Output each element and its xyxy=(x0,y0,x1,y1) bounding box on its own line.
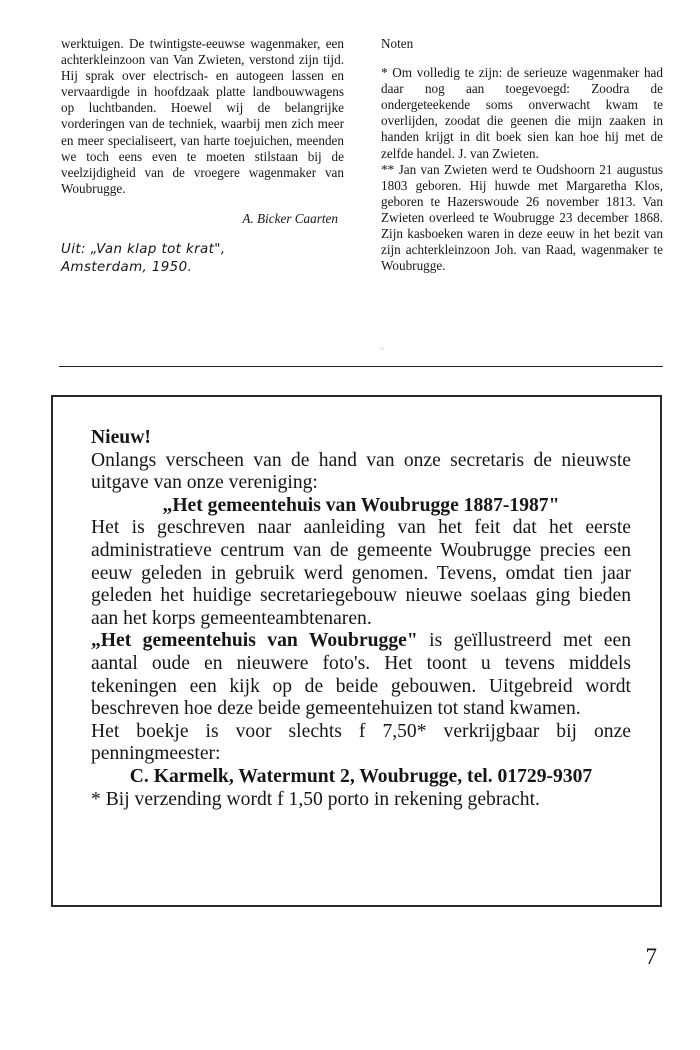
paragraph-2-text: is geïllustreerd met een aantal oude en nieuwere foto's. Het toont u tevens middels tekeningen een kijk op de beide gebouwen. Uitgebreid wordt beschreven hoe deze beide gemeentehuizen tot stand kwamen. xyxy=(91,630,631,720)
book-title-inline: „Het gemeentehuis van Woubrugge" xyxy=(91,630,418,652)
article-source xyxy=(61,241,344,277)
announcement-box xyxy=(51,395,662,907)
announcement-heading: Nieuw! xyxy=(91,427,151,448)
source-line-2: Amsterdam, 1950. xyxy=(61,260,193,276)
scan-mark: ◦ xyxy=(381,344,384,353)
left-column xyxy=(61,36,344,277)
right-column-notes xyxy=(381,36,663,274)
book-title: „Het gemeentehuis van Woubrugge 1887-1987" xyxy=(162,494,560,516)
announcement-intro: Onlangs verscheen van de hand van onze secretaris de nieuwste uitgave van onze vereniging: xyxy=(91,449,631,494)
article-author: A. Bicker Caarten xyxy=(242,210,338,226)
shipping-footnote: * Bij verzending wordt f 1,50 porto in rekening gebracht. xyxy=(91,788,540,810)
source-line-1: Uit: „Van klap tot krat", xyxy=(61,242,226,258)
contact-address: C. Karmelk, Watermunt 2, Woubrugge, tel. 01729-9307 xyxy=(129,765,593,787)
notes-title: Noten xyxy=(381,36,414,51)
note-2: ** Jan van Zwieten werd te Oudshoorn 21 augustus 1803 geboren. Hij huwde met Margaretha Klos, geboren te Hazerswoude 26 november 1813. Van Zwieten overleed te Woubrugge 23 december 1868. Zijn kasboeken waren in deze eeuw in het bezit van zijn achterkleinzoon Joh. van Raad, wagenmaker te Woubrugge. xyxy=(381,161,663,274)
article-paragraph: werktuigen. De twintigste-eeuwse wagenmaker, een achterkleinzoon van Van Zwieten, verstond zijn tijd. Hij sprak over electrisch- en autogeen lassen en vervaardigde in hoofdzaak platte landbouwwagens op luchtbanden. Hoewel wij de belangrijke vorderingen van de techniek, waarbij men zich meer en meer specialiseert, van harte toejuichen, meenden we toch eens even te moeten stilstaan bij de veelzijdigheid van de vroegere wagenmaker van Woubrugge. xyxy=(61,36,344,196)
announcement-paragraph-3: Het boekje is voor slechts f 7,50* verkrijgbaar bij onze penningmeester: xyxy=(91,720,631,765)
note-1: * Om volledig te zijn: de serieuze wagenmaker had daar nog aan toegevoegd: Zoodra de ondergeteekende soms onverwacht kwam te overlijden, zoodat die geenen die mijn zaaken in handen krijgt in dit boek sien kan hoe hij met de zelfde handel. J. van Zwieten. xyxy=(381,65,663,161)
announcement-paragraph-1: Het is geschreven naar aanleiding van het feit dat het eerste administratieve centrum van de gemeente Woubrugge precies een eeuw geleden in gebruik werd genomen. Tevens, omdat tien jaar geleden het huidige secretariegebouw nieuwe soelaas ging bieden aan het korps gemeenteambtenaren. xyxy=(91,517,631,629)
horizontal-divider xyxy=(59,366,663,367)
page-number: 7 xyxy=(645,944,657,969)
announcement-paragraph-2 xyxy=(91,630,631,720)
announcement-content xyxy=(91,427,631,811)
